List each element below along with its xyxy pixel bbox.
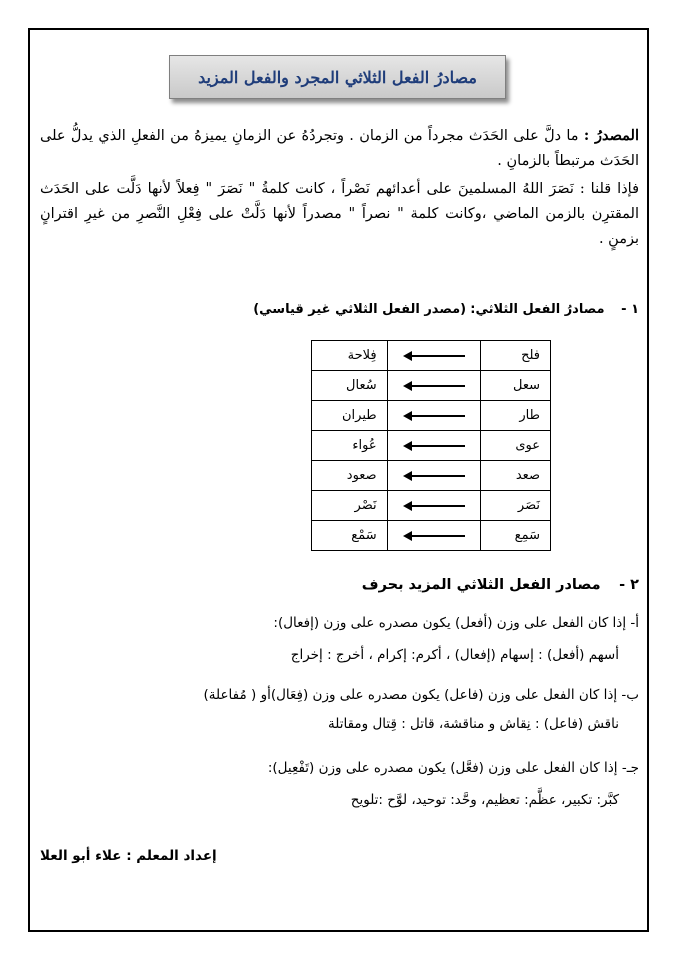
masdar-cell: نَصْر: [312, 491, 388, 521]
masdar-cell: عُواء: [312, 431, 388, 461]
verb-cell: طار: [481, 401, 551, 431]
masdar-cell: سَمْع: [312, 521, 388, 551]
rule-c: جـ- إذا كان الفعل على وزن (فعَّل) يكون مصدره على وزن (تَفْعِيل):: [267, 760, 639, 776]
teacher-signature: إعداد المعلم : علاء أبو العلا: [40, 848, 217, 864]
example-paragraph: [40, 177, 639, 252]
left-arrow-icon: [403, 351, 465, 361]
example-a: أسهم (أفعل) : إسهام (إفعال) ، أكرم: إكرام ، أخرج : إخراج: [290, 647, 619, 663]
definition-text: ما دلَّ على الحَدَث مجرداً من الزمان . وتجردُهُ عن الزمانِ يميزهُ من الفعلِ الذي يدلُّ على الحَدَث مرتبطاً بالزمانِ .: [40, 128, 639, 169]
arrow-cell: [387, 431, 481, 461]
arrow-cell: [387, 461, 481, 491]
intro-paragraph: [40, 123, 639, 174]
table-row: [312, 401, 551, 431]
arrow-cell: [387, 371, 481, 401]
table-row: [312, 431, 551, 461]
arrow-cell: [387, 521, 481, 551]
table-row: [312, 491, 551, 521]
verb-cell: سَمِع: [481, 521, 551, 551]
rule-b: ب- إذا كان الفعل على وزن (فاعل) يكون مصدره على وزن (فِعَال)أو ( مُفاعلة): [203, 687, 639, 703]
masdar-cell: سُعال: [312, 371, 388, 401]
arrow-cell: [387, 341, 481, 371]
verb-masdar-table: [311, 340, 551, 551]
section1-heading: ١ - مصادرُ الفعل الثلاثي: (مصدر الفعل الثلاثي غير قياسي): [253, 302, 639, 317]
masdar-cell: طيران: [312, 401, 388, 431]
rule-a: أ- إذا كان الفعل على وزن (أفعل) يكون مصدره على وزن (إفعال):: [273, 615, 639, 631]
definition-term: المصدرُ :: [583, 127, 639, 144]
left-arrow-icon: [403, 501, 465, 511]
page-title: مصادرُ الفعل الثلاثي المجرد والفعل المزيد: [198, 67, 477, 87]
left-arrow-icon: [403, 411, 465, 421]
left-arrow-icon: [403, 471, 465, 481]
left-arrow-icon: [403, 441, 465, 451]
verb-cell: سعل: [481, 371, 551, 401]
verb-cell: فلح: [481, 341, 551, 371]
example-b: ناقش (فاعل) : نِقاش و مناقشة، قاتل : قِتال ومقاتلة: [328, 716, 619, 732]
verb-cell: صعد: [481, 461, 551, 491]
arrow-cell: [387, 491, 481, 521]
verb-cell: عوى: [481, 431, 551, 461]
left-arrow-icon: [403, 381, 465, 391]
masdar-cell: صعود: [312, 461, 388, 491]
verb-cell: نَصَر: [481, 491, 551, 521]
example-text: فإذا قلنا : نَصَرَ اللهُ المسلمينَ على أعدائهم نَصْراً ، كانت كلمةُ " نَصَرَ " فِعلاً لأنها دَلَّت على الحَدَث المقترِن بالزمن الماضي ،وكانت كلمة " نصراً " مصدراً لأنها دَلَّتْ على فِعْلِ النَّصرِ من غيرِ اقترانٍ بزمنٍ .: [40, 181, 639, 247]
table-row: [312, 521, 551, 551]
masdar-cell: فِلاحة: [312, 341, 388, 371]
example-c: كبَّر: تكبير، عظَّم: تعظيم، وحَّد: توحيد، لوَّح :تلويح: [350, 792, 619, 808]
table-row: [312, 371, 551, 401]
left-arrow-icon: [403, 531, 465, 541]
title-banner: [169, 55, 506, 99]
arrow-cell: [387, 401, 481, 431]
table-row: [312, 341, 551, 371]
table-row: [312, 461, 551, 491]
section2-heading: ٢ - مصادر الفعل الثلاثي المزيد بحرف: [361, 577, 639, 593]
